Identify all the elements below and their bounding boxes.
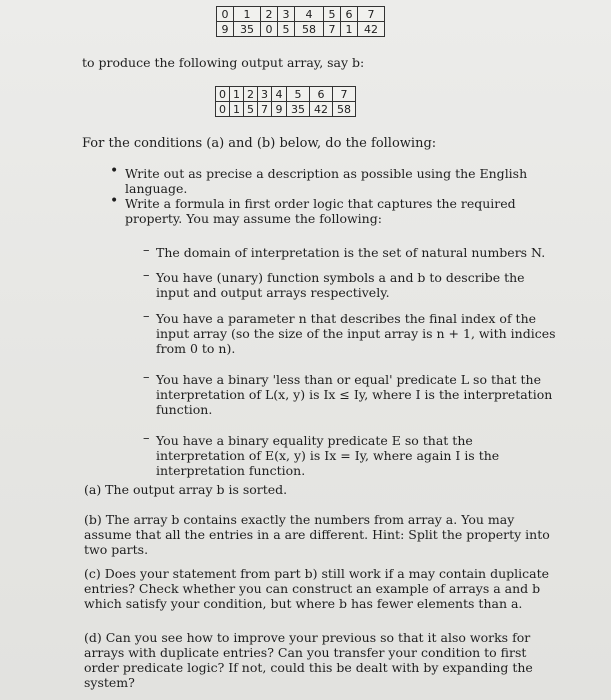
value-cell: 9 — [217, 22, 234, 37]
value-cell: 7 — [324, 22, 341, 37]
index-cell: 6 — [310, 87, 333, 102]
output-array-index-row — [216, 87, 356, 102]
value-cell: 35 — [234, 22, 261, 37]
dash-marker: – — [143, 431, 150, 446]
assumption-5: You have a binary equality predicate E so that the interpretation of E(x, y) is Ix = Iy, where again I is the interpretation function. — [156, 433, 500, 478]
value-cell: 42 — [358, 22, 385, 37]
value-cell: 0 — [261, 22, 278, 37]
value-cell: 0 — [216, 102, 230, 117]
assumption-1: The domain of interpretation is the set of natural numbers N. — [156, 245, 546, 260]
input-array-table — [216, 6, 385, 37]
output-array-value-row — [216, 102, 356, 117]
question-a: (a) The output array b is sorted. — [84, 482, 288, 497]
value-cell: 1 — [341, 22, 358, 37]
bullet-dot: • — [110, 163, 119, 179]
bullet-1: Write out as precise a description as possible using the English language. — [125, 166, 528, 196]
value-cell: 35 — [287, 102, 310, 117]
index-cell: 1 — [234, 7, 261, 22]
intro-text: to produce the following output array, say b: — [82, 55, 365, 70]
index-cell: 3 — [258, 87, 272, 102]
dash-marker: – — [143, 243, 150, 258]
index-cell: 5 — [287, 87, 310, 102]
value-cell: 5 — [278, 22, 295, 37]
value-cell: 58 — [295, 22, 324, 37]
value-cell: 42 — [310, 102, 333, 117]
dash-marker: – — [143, 309, 150, 324]
assumption-4: You have a binary 'less than or equal' predicate L so that the interpretation of L(x, y) is Ix ≤ Iy, where I is the interpretation function. — [156, 372, 553, 417]
index-cell: 6 — [341, 7, 358, 22]
input-array-index-row — [217, 7, 385, 22]
index-cell: 0 — [217, 7, 234, 22]
output-array-table — [215, 86, 356, 117]
index-cell: 1 — [230, 87, 244, 102]
question-d: (d) Can you see how to improve your previous so that it also works for arrays with duplicate entries? Can you transfer your condition to first order predicate logic? If not, could this be dealt with by expanding the system? — [84, 630, 533, 690]
index-cell: 4 — [295, 7, 324, 22]
index-cell: 5 — [324, 7, 341, 22]
value-cell: 7 — [258, 102, 272, 117]
assumption-3: You have a parameter n that describes the final index of the input array (so the size of the input array is n + 1, with indices from 0 to n). — [156, 311, 556, 356]
input-array-value-row — [217, 22, 385, 37]
question-b: (b) The array b contains exactly the numbers from array a. You may assume that all the entries in a are different. Hint: Split the property into two parts. — [84, 512, 550, 557]
dash-marker: – — [143, 370, 150, 385]
value-cell: 1 — [230, 102, 244, 117]
index-cell: 0 — [216, 87, 230, 102]
index-cell: 4 — [272, 87, 287, 102]
index-cell: 7 — [358, 7, 385, 22]
assumption-2: You have (unary) function symbols a and b to describe the input and output arrays respectively. — [156, 270, 525, 300]
value-cell: 58 — [333, 102, 356, 117]
value-cell: 9 — [272, 102, 287, 117]
bullet-dot: • — [110, 193, 119, 209]
index-cell: 2 — [244, 87, 258, 102]
index-cell: 3 — [278, 7, 295, 22]
index-cell: 2 — [261, 7, 278, 22]
value-cell: 5 — [244, 102, 258, 117]
conditions-heading: For the conditions (a) and (b) below, do the following: — [82, 136, 437, 151]
question-c: (c) Does your statement from part b) still work if a may contain duplicate entries? Check whether you can construct an example of arrays a and b which satisfy your condition, but where b has fewer elements than a. — [84, 566, 550, 611]
bullet-2: Write a formula in first order logic that captures the required property. You may assume the following: — [125, 196, 516, 226]
index-cell: 7 — [333, 87, 356, 102]
dash-marker: – — [143, 268, 150, 283]
